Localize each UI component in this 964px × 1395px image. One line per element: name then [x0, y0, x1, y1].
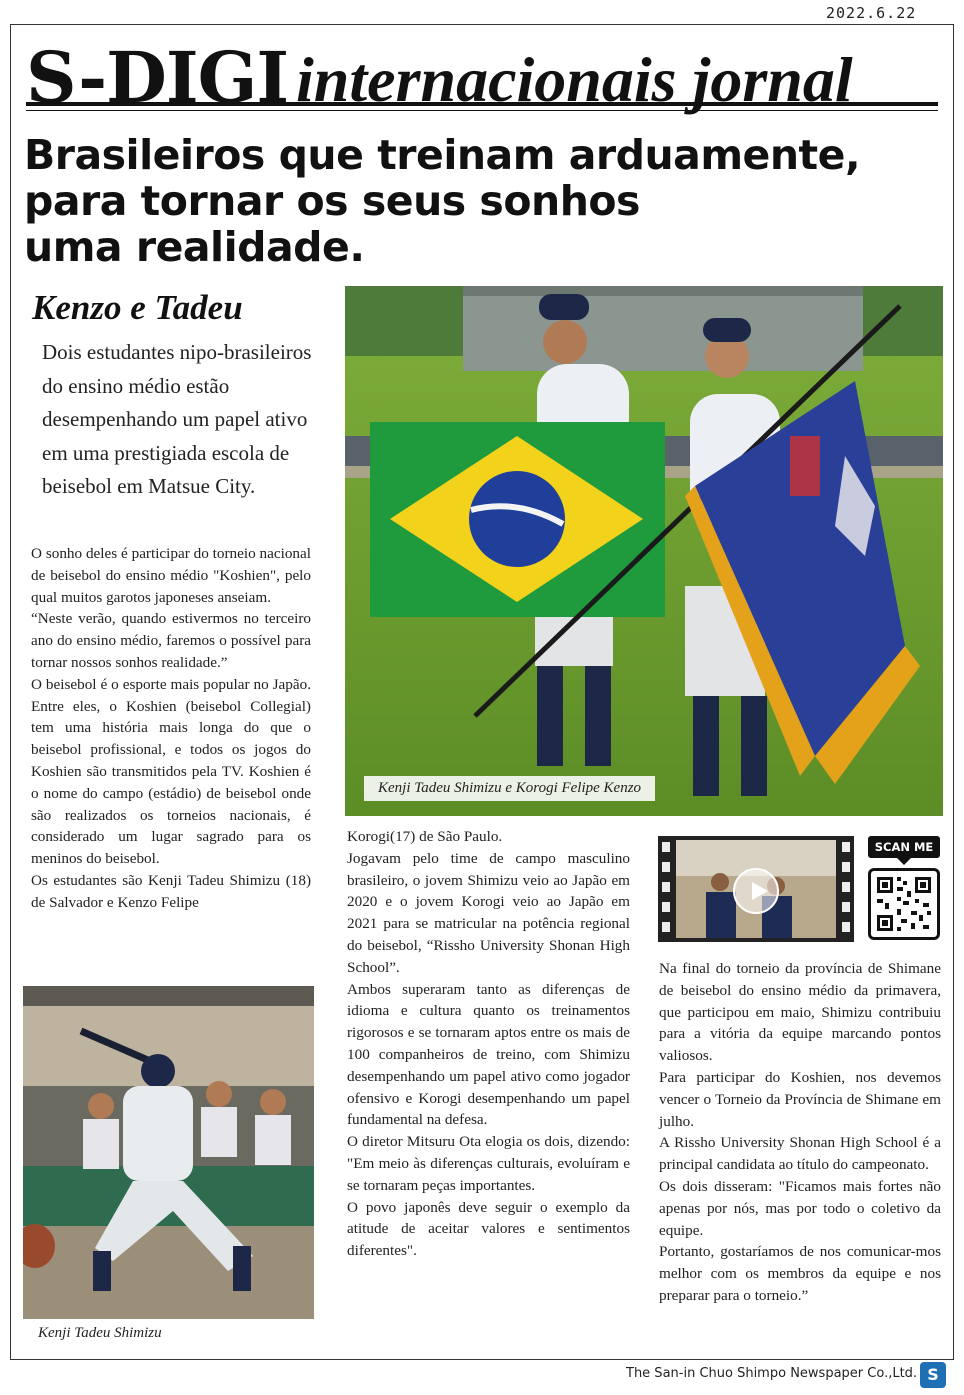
- scan-arrow: [897, 858, 911, 865]
- article-lead: Dois estudantes nipo-brasileiros do ensino médio estão desempenhando um papel ativo em uma prestigiada escola de beisebol em Matsue City.: [42, 340, 312, 498]
- qr-code-icon[interactable]: [868, 868, 940, 940]
- paragraph: Portanto, gostaríamos de nos comunicar-mos melhor com os membros da equipe e nos preparar para o torneio.”: [659, 1243, 941, 1304]
- publisher-logo-icon: S: [920, 1362, 946, 1388]
- paragraph: Os estudantes são Kenji Tadeu Shimizu (18) de Salvador e Kenzo Felipe: [31, 871, 311, 911]
- batter-photo-caption: Kenji Tadeu Shimizu: [38, 1325, 162, 1341]
- paragraph: Jogavam pelo time de campo masculino brasileiro, o jovem Shimizu veio ao Japão em 2020 e o jovem Korogi veio ao Japão em 2021 para se matricular na potência regional do beisebol, “Rissho University Shonan High School”.: [347, 849, 630, 976]
- issue-date: 2022.6.22: [826, 4, 917, 22]
- paragraph: Os dois disseram: "Ficamos mais fortes não apenas por nós, mas por todo o coletivo da equipe.: [659, 1177, 941, 1239]
- paragraph: Ambos superaram tanto as diferenças de idioma e cultura quanto os treinamentos rigorosos e se tornaram aptos entre os mais de 100 companheiros de treino, com Shimizu desempenhando um papel ativo como jogador ofensivo e Korogi desempenhando um papel fundamental na defesa.: [347, 980, 630, 1129]
- scan-me-block[interactable]: [866, 836, 942, 942]
- paragraph: Na final do torneio da província de Shimane de beisebol do ensino médio da primavera, que participou em maio, Shimizu contribuiu para a vitória da equipe marcando pontos valiosos.: [659, 960, 941, 1065]
- article-column-1: [31, 543, 311, 914]
- article-subtitle: Kenzo e Tadeu: [32, 288, 243, 327]
- paragraph: O povo japonês deve seguir o exemplo da atitude de aceitar valores e sentimentos diferentes".: [347, 1198, 630, 1260]
- masthead-title: internacionais jornal: [296, 44, 853, 115]
- main-photo-caption: Kenji Tadeu Shimizu e Korogi Felipe Kenzo: [364, 776, 655, 801]
- paragraph: Para participar do Koshien, nos devemos vencer o Torneio da Província de Shimane em julho.: [659, 1068, 941, 1130]
- masthead: [26, 36, 938, 120]
- article-column-3: [659, 958, 941, 1307]
- video-thumbnail[interactable]: [658, 836, 854, 942]
- scan-me-label: SCAN ME: [868, 836, 940, 858]
- masthead-brand: S-DIGI: [26, 36, 289, 119]
- paragraph: O beisebol é o esporte mais popular no Japão. Entre eles, o Koshien (beisebol Collegial) tem uma história mais longa do que o beisebol profissional, e todos os jogos do Koshien são transmitidos pela TV. Koshien é o nome do campo (estádio) de beisebol onde são realizados os torneios nacionais, é considerado um lugar sagrado para os meninos do beisebol.: [31, 675, 311, 868]
- paragraph: O diretor Mitsuru Ota elogia os dois, dizendo: "Em meio às diferenças culturais, evoluíram e se tornaram peças importantes.: [347, 1133, 630, 1194]
- paragraph: Korogi(17) de São Paulo.: [347, 828, 503, 845]
- headline-line: para tornar os seus sonhos: [24, 177, 640, 225]
- paragraph: “Neste verão, quando estivermos no terceiro ano do ensino médio, faremos o possível para tornar nossos sonhos realidade.”: [31, 610, 311, 671]
- paragraph: A Rissho University Shonan High School é a principal candidata ao título do campeonato.: [659, 1134, 941, 1174]
- headline: [24, 132, 944, 270]
- headline-line: Brasileiros que treinam arduamente,: [24, 131, 861, 179]
- main-photo: [345, 286, 943, 816]
- paragraph: O sonho deles é participar do torneio nacional de beisebol do ensino médio "Koshien", pelo qual muitos garotos japoneses anseiam.: [31, 545, 311, 606]
- publisher-credit: The San-in Chuo Shimpo Newspaper Co.,Ltd.: [626, 1366, 918, 1381]
- article-column-2: [347, 826, 630, 1262]
- headline-line: uma realidade.: [24, 223, 365, 271]
- play-icon[interactable]: [750, 880, 770, 902]
- batter-photo: [23, 986, 314, 1319]
